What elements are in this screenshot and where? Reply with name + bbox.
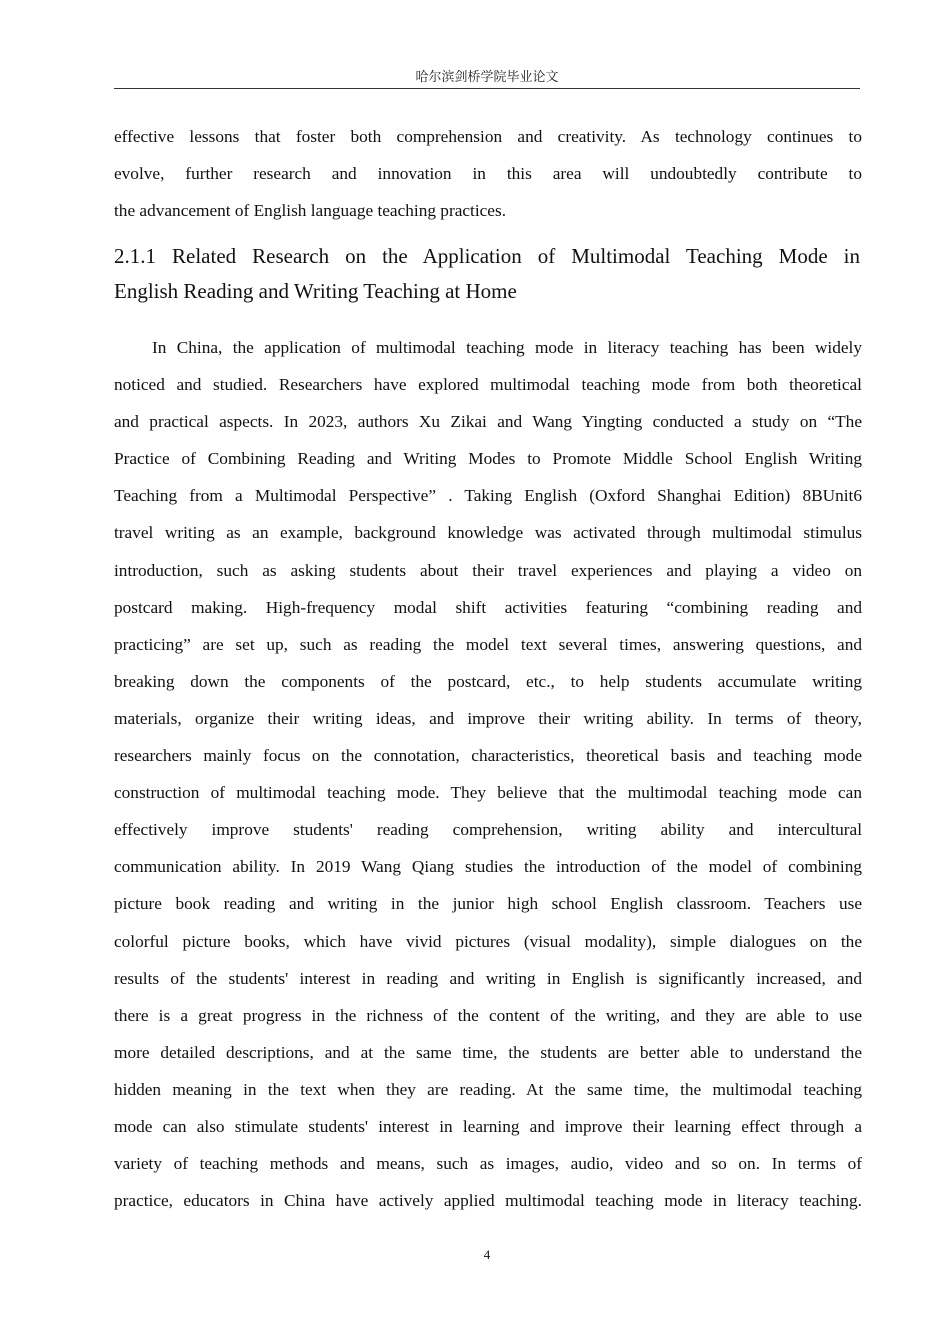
text-line: colorful picture books, which have vivid pictures (visual modality), simple dialogues on the bbox=[114, 931, 862, 951]
text-line: communication ability. In 2019 Wang Qiang studies the introduction of the model of combining bbox=[114, 857, 862, 877]
text-line: hidden meaning in the text when they are reading. At the same time, the multimodal teaching bbox=[114, 1079, 862, 1099]
text-line: researchers mainly focus on the connotation, characteristics, theoretical basis and teaching mode bbox=[114, 746, 862, 766]
intro-paragraph bbox=[114, 118, 862, 229]
text-line: postcard making. High-frequency modal shift activities featuring “combining reading and bbox=[114, 597, 862, 617]
text-line: breaking down the components of the postcard, etc., to help students accumulate writing bbox=[114, 671, 862, 691]
text-line: effectively improve students' reading comprehension, writing ability and intercultural bbox=[114, 820, 862, 840]
text-line: practice, educators in China have actively applied multimodal teaching mode in literacy teaching. bbox=[114, 1191, 862, 1211]
text-line: results of the students' interest in reading and writing in English is significantly increased, and bbox=[114, 968, 862, 988]
text-line: effective lessons that foster both comprehension and creativity. As technology continues to bbox=[114, 127, 862, 146]
page-header-title: 哈尔滨剑桥学院毕业论文 bbox=[415, 69, 559, 84]
text-line: practicing” are set up, such as reading the model text several times, answering questions, and bbox=[114, 634, 862, 654]
text-line: picture book reading and writing in the junior high school English classroom. Teachers use bbox=[114, 894, 862, 914]
text-line: In China, the application of multimodal teaching mode in literacy teaching has been widely bbox=[152, 338, 862, 357]
text-line: mode can also stimulate students' interest in learning and improve their learning effect through a bbox=[114, 1116, 862, 1136]
text-line: noticed and studied. Researchers have explored multimodal teaching mode from both theoretical bbox=[114, 375, 862, 395]
text-line: Teaching from a Multimodal Perspective” . Taking English (Oxford Shanghai Edition) 8BUnit6 bbox=[114, 486, 862, 506]
text-line: construction of multimodal teaching mode. They believe that the multimodal teaching mode can bbox=[114, 783, 862, 803]
text-line: evolve, further research and innovation in this area will undoubtedly contribute to bbox=[114, 164, 862, 184]
text-line: materials, organize their writing ideas, and improve their writing ability. In terms of theory, bbox=[114, 708, 862, 728]
heading-line: English Reading and Writing Teaching at Home bbox=[114, 279, 517, 303]
section-heading bbox=[114, 239, 860, 309]
text-line: Practice of Combining Reading and Writing Modes to Promote Middle School English Writing bbox=[114, 449, 862, 469]
body-paragraph bbox=[114, 329, 862, 1219]
text-line: and practical aspects. In 2023, authors Xu Zikai and Wang Yingting conducted a study on “The bbox=[114, 412, 862, 432]
text-line: introduction, such as asking students about their travel experiences and playing a video on bbox=[114, 560, 862, 580]
header-rule bbox=[114, 88, 860, 89]
text-line: there is a great progress in the richness of the content of the writing, and they are able to use bbox=[114, 1005, 862, 1025]
text-line: the advancement of English language teaching practices. bbox=[114, 201, 507, 221]
text-line: travel writing as an example, background knowledge was activated through multimodal stimulus bbox=[114, 523, 862, 543]
page-number: 4 bbox=[483, 1247, 491, 1262]
text-line: more detailed descriptions, and at the same time, the students are better able to understand the bbox=[114, 1042, 862, 1062]
heading-line: 2.1.1 Related Research on the Application of Multimodal Teaching Mode in bbox=[114, 244, 860, 268]
text-line: variety of teaching methods and means, such as images, audio, video and so on. In terms of bbox=[114, 1154, 862, 1174]
